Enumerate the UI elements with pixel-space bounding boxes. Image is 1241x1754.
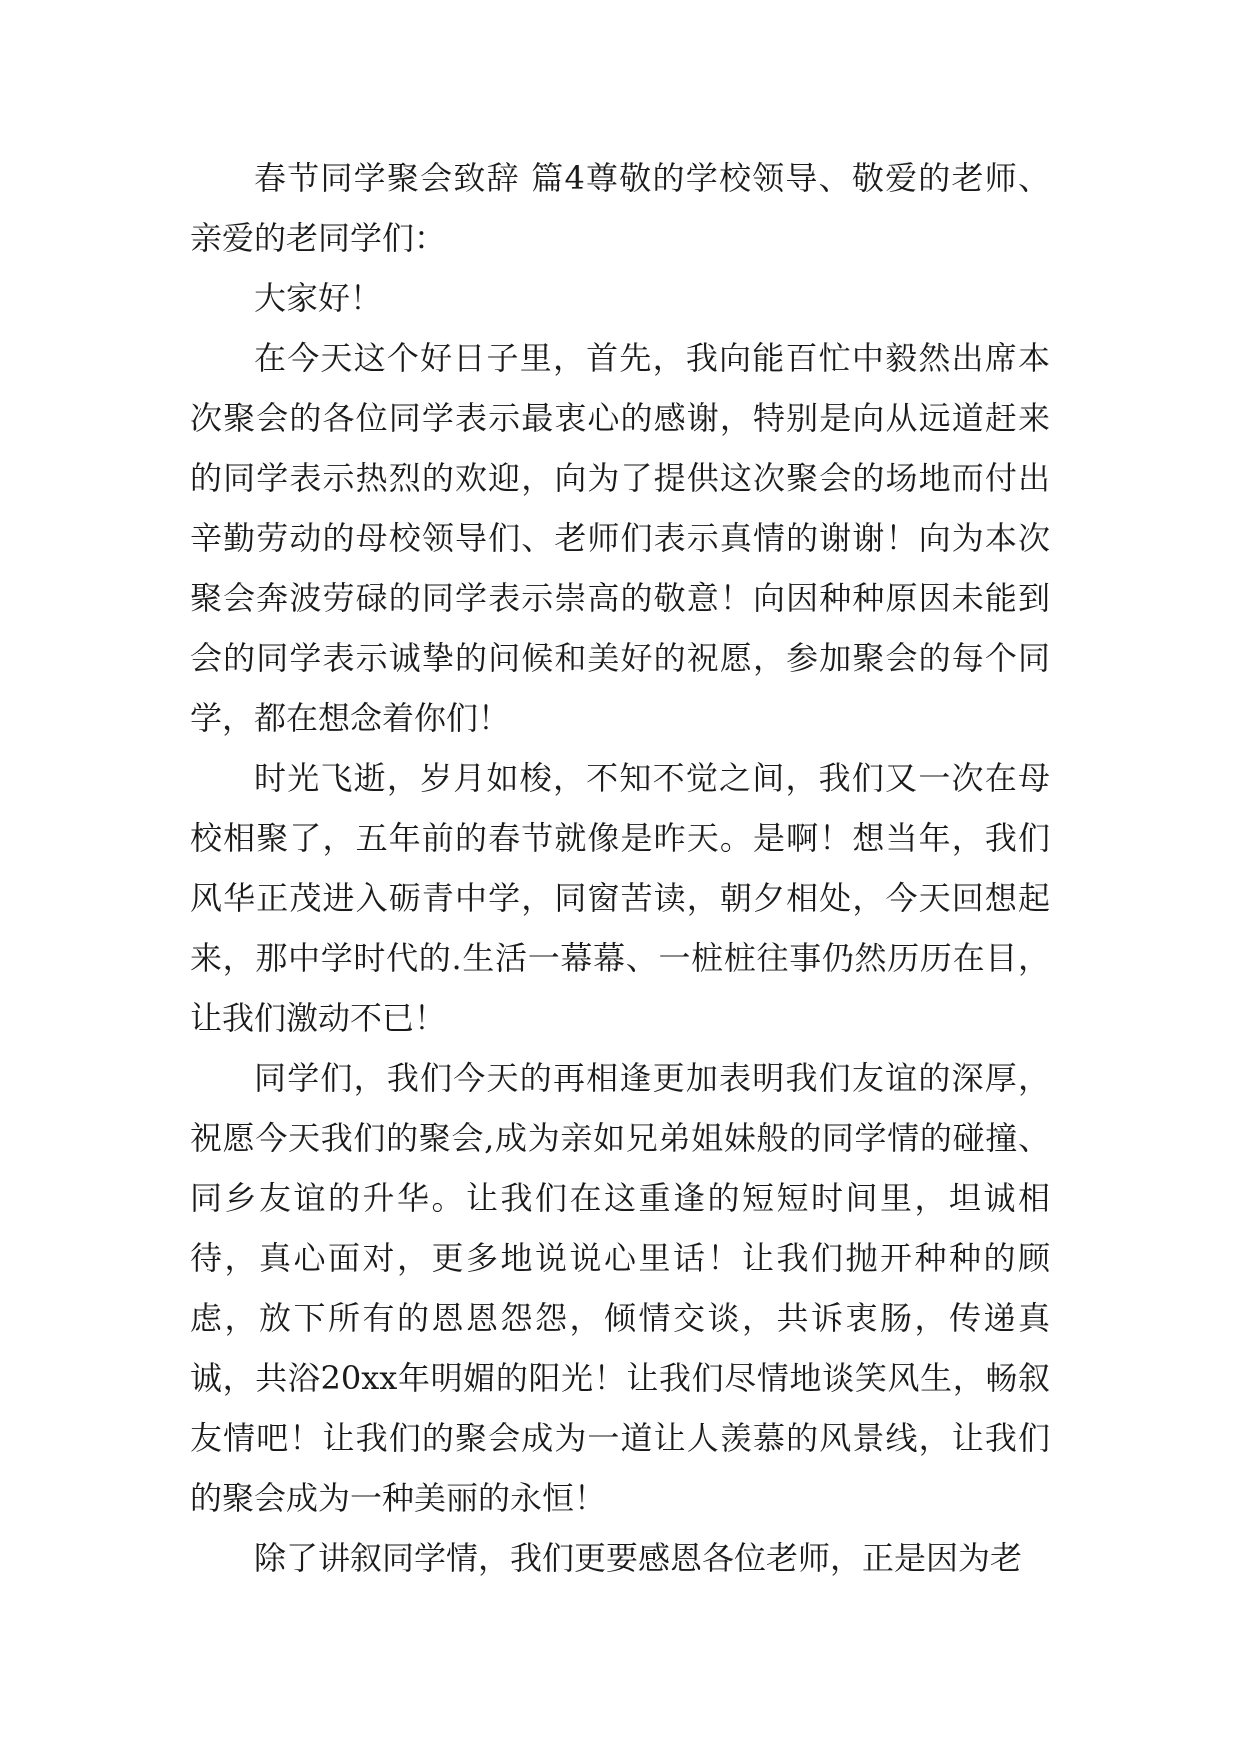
paragraph-hello: 大家好！ bbox=[254, 279, 383, 317]
document-body bbox=[190, 148, 1050, 1588]
paragraph-teachers: 除了讲叙同学情，我们更要感恩各位老师，正是因为老 bbox=[254, 1539, 1023, 1577]
paragraph-friendship: 同学们，我们今天的再相逢更加表明我们友谊的深厚，祝愿今天我们的聚会,成为亲如兄弟姐妹般的同学情的碰撞、同乡友谊的升华。让我们在这重逢的短短时间里，坦诚相待，真心面对，更多地说说心里话！让我们抛开种种的顾虑，放下所有的恩恩怨怨，倾情交谈，共诉衷肠，传递真诚，共浴20xx年明媚的阳光！让我们尽情地谈笑风生，畅叙友情吧！让我们的聚会成为一道让人羡慕的风景线，让我们的聚会成为一种美丽的永恒！ bbox=[190, 1059, 1050, 1517]
paragraph-memories: 时光飞逝，岁月如梭，不知不觉之间，我们又一次在母校相聚了，五年前的春节就像是昨天。是啊！想当年，我们风华正茂进入砺青中学，同窗苦读，朝夕相处，今天回想起来，那中学时代的.生活一幕幕、一桩桩往事仍然历历在目，让我们激动不已！ bbox=[190, 759, 1050, 1037]
paragraph-thanks: 在今天这个好日子里，首先，我向能百忙中毅然出席本次聚会的各位同学表示最衷心的感谢，特别是向从远道赶来的同学表示热烈的欢迎，向为了提供这次聚会的场地而付出辛勤劳动的母校领导们、老师们表示真情的谢谢！向为本次聚会奔波劳碌的同学表示崇高的敬意！向因种种原因未能到会的同学表示诚挚的问候和美好的祝愿，参加聚会的每个同学，都在想念着你们！ bbox=[190, 339, 1050, 737]
paragraph-heading-greeting: 春节同学聚会致辞 篇4尊敬的学校领导、敬爱的老师、亲爱的老同学们： bbox=[190, 159, 1050, 257]
